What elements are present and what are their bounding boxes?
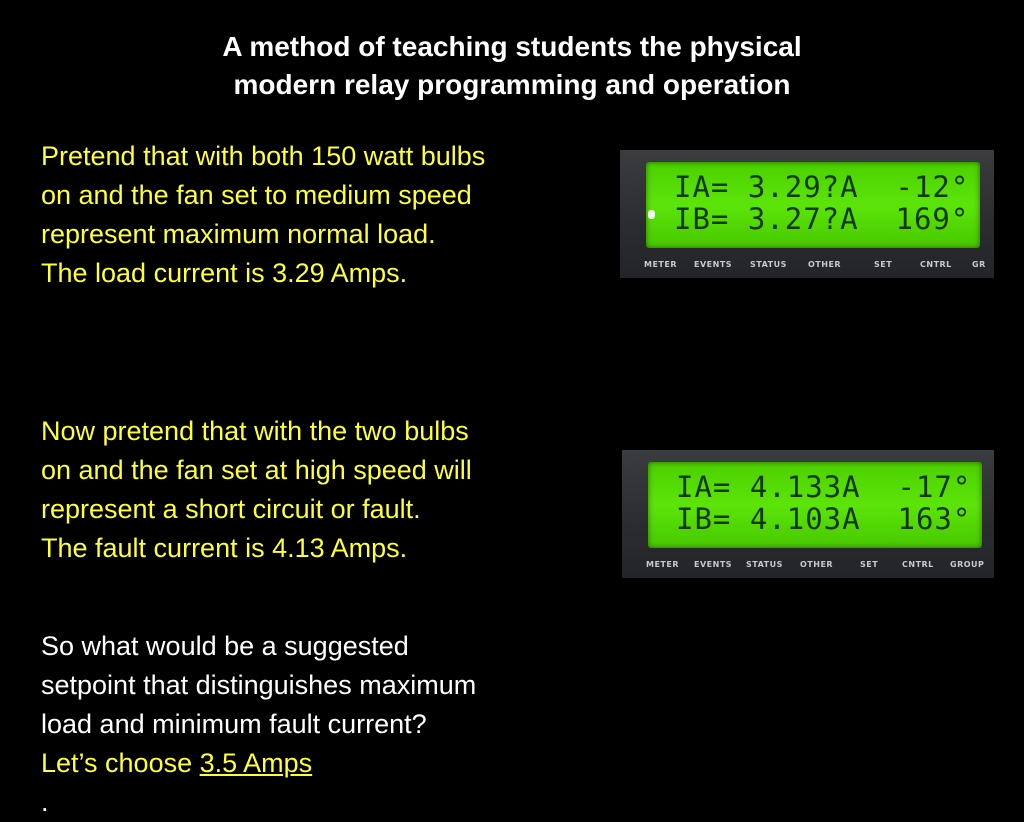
lcd-line-ib: IB= 3.27?A 169° <box>674 202 970 236</box>
key-cntrl: CNTRL <box>920 260 952 269</box>
key-status: STATUS <box>746 560 783 569</box>
paragraph-line: The load current is 3.29 Amps. <box>41 258 408 288</box>
key-status: STATUS <box>750 260 787 269</box>
key-group: GR <box>972 260 986 269</box>
paragraph-line: The fault current is 4.13 Amps. <box>41 533 408 563</box>
answer-period: . <box>41 787 49 817</box>
paragraph-line: represent maximum normal load. <box>41 219 436 249</box>
title-line-2: modern relay programming and operation <box>233 69 791 100</box>
key-events: EVENTS <box>694 260 733 269</box>
paragraph-line: on and the fan set to medium speed <box>41 180 472 210</box>
question-paragraph <box>41 627 476 822</box>
fault-paragraph <box>41 412 472 568</box>
question-line-3 <box>41 705 476 822</box>
indicator-dot <box>648 210 655 219</box>
paragraph-line: represent a short circuit or fault. <box>41 494 421 524</box>
key-events: EVENTS <box>694 560 733 569</box>
key-other: OTHER <box>800 560 834 569</box>
lcd-line-ia: IA= 4.133A -17° <box>676 470 972 504</box>
key-set: SET <box>874 260 893 269</box>
title-line-1: A method of teaching students the physical <box>222 31 802 62</box>
paragraph-line: Now pretend that with the two bulbs <box>41 416 469 446</box>
relay-key-labels <box>644 560 994 574</box>
normal-load-paragraph <box>41 137 485 293</box>
relay-photo-fault <box>622 450 994 578</box>
question-line-3-text: load and minimum fault current? <box>41 709 427 739</box>
relay-lcd-display <box>648 462 982 548</box>
question-line-2: setpoint that distinguishes maximum <box>41 670 477 700</box>
key-cntrl: CNTRL <box>902 560 934 569</box>
relay-photo-normal-load <box>620 150 994 278</box>
key-meter: METER <box>644 260 678 269</box>
question-line-1: So what would be a suggested <box>41 631 409 661</box>
relay-key-labels <box>642 260 992 274</box>
slide-title <box>0 28 1024 104</box>
relay-lcd-display <box>646 162 980 248</box>
paragraph-line: Pretend that with both 150 watt bulbs <box>41 141 486 171</box>
paragraph-line: on and the fan set at high speed will <box>41 455 472 485</box>
answer-setpoint-value: 3.5 Amps <box>199 748 313 778</box>
answer-lead-in: Let’s choose <box>41 748 200 778</box>
key-meter: METER <box>646 560 680 569</box>
key-other: OTHER <box>808 260 842 269</box>
lcd-line-ia: IA= 3.29?A -12° <box>674 170 970 204</box>
key-set: SET <box>860 560 879 569</box>
lcd-line-ib: IB= 4.103A 163° <box>676 502 972 536</box>
key-group: GROUP <box>950 560 985 569</box>
